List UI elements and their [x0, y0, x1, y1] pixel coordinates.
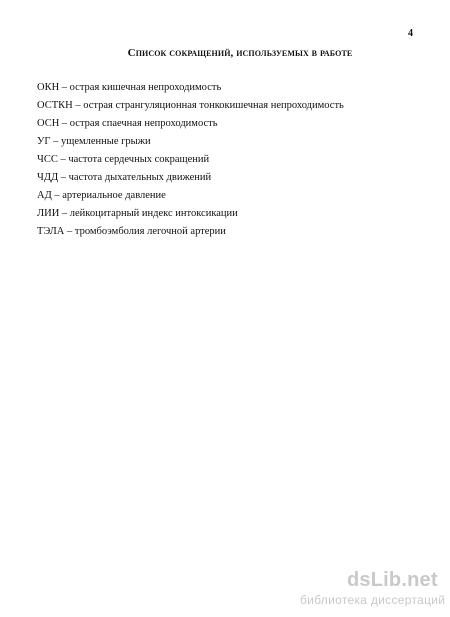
watermark-tagline: библиотека диссертаций [300, 593, 446, 607]
abbreviation-item: ТЭЛА – тромбоэмболия легочной артерии [37, 226, 226, 237]
watermark-logo: dsLib.net [347, 569, 438, 591]
abbreviation-item: ОСН – острая спаечная непроходимость [37, 118, 218, 129]
page-title [0, 47, 450, 59]
abbreviation-list [37, 79, 344, 241]
abbreviation-item: УГ – ущемленные грыжи [37, 136, 151, 147]
page-number: 4 [408, 28, 413, 39]
abbreviation-item: ЛИИ – лейкоцитарный индекс интоксикации [37, 208, 238, 219]
abbreviation-item: ЧДД – частота дыхательных движений [37, 172, 212, 183]
abbreviation-item: ОСТКН – острая странгуляционная тонкокишечная непроходимость [37, 100, 344, 111]
page-title-text: Список сокращений, используемых в работе [127, 47, 353, 59]
watermark [300, 570, 450, 608]
abbreviation-item: ЧСС – частота сердечных сокращений [37, 154, 210, 165]
abbreviation-item: АД – артериальное давление [37, 190, 166, 201]
abbreviation-item: ОКН – острая кишечная непроходимость [37, 82, 222, 93]
